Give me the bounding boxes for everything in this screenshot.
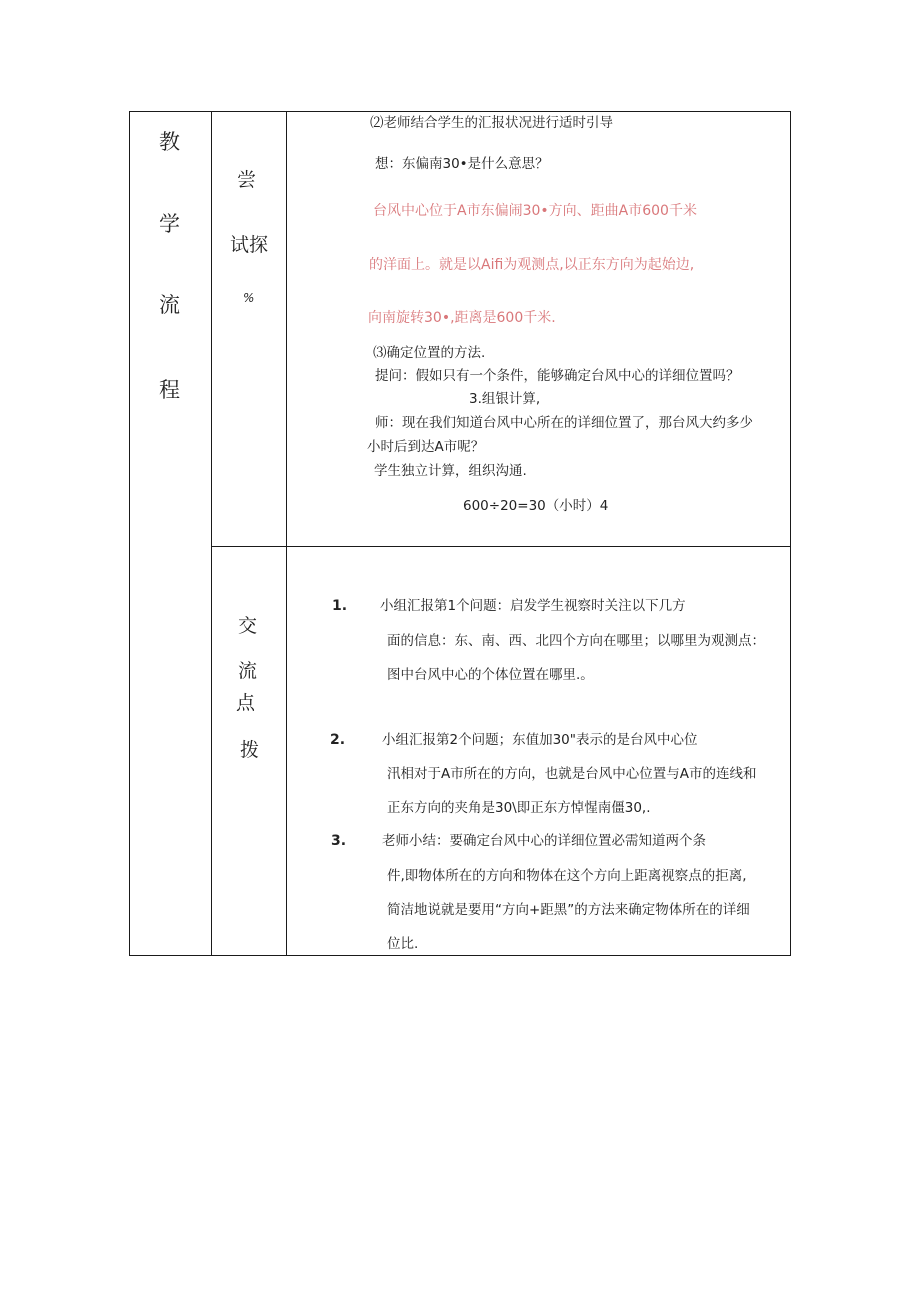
section-label-exchange-4: 拨 — [240, 739, 260, 761]
table-bottom-border — [129, 955, 791, 956]
item-2-number: 2. — [330, 732, 346, 748]
col2-divider — [286, 111, 287, 956]
upper-line-teacher-1: 师：现在我们知道台风中心所在的详细位置了，那台风大约多少 — [375, 415, 753, 431]
upper-line-calc: 3.组银计算, — [469, 391, 541, 407]
section-label-exchange-1: 交 — [238, 615, 258, 637]
col1-char-4: 程 — [159, 378, 180, 402]
item-2-line-3: 正东方向的夹角是30\即正东方悼惺南僵30,. — [387, 800, 651, 816]
item-3-line-1: 老师小结：要确定台风中心的详细位置必需知道两个条 — [382, 833, 706, 849]
section-label-try-2: 试探 — [230, 234, 269, 256]
upper-answer-line-1: 台风中心位于A市东偏闹30•方向、距曲A市600千米 — [373, 203, 697, 219]
col1-divider — [211, 111, 212, 956]
item-1-line-2: 面的信息：东、南、西、北四个方向在哪里；以哪里为观测点： — [387, 633, 765, 649]
section-label-exchange-2: 流 — [238, 660, 258, 682]
col1-char-3: 流 — [159, 293, 180, 317]
section-label-try-3: % — [243, 291, 255, 305]
upper-line-guide: ⑵老师结合学生的汇报状况进行适时引导 — [370, 115, 613, 131]
item-3-number: 3. — [331, 833, 347, 849]
upper-line-ask: 提问：假如只有一个条件，能够确定台风中心的详细位置吗？ — [375, 368, 740, 384]
upper-answer-line-2: 的洋面上。就是以Aifi为观测点,以正东方向为起始边, — [369, 257, 695, 273]
upper-line-teacher-2: 小时后到达A市呢？ — [367, 439, 485, 455]
item-1-line-1: 小组汇报第1个问题：启发学生视察时关注以下几方 — [380, 598, 686, 614]
section-label-try-1: 尝 — [237, 169, 257, 191]
item-3-line-3: 简洁地说就是要用“方向+距黑”的方法来确定物体所在的详细 — [387, 902, 750, 918]
table-left-border — [129, 111, 130, 956]
item-2-line-1: 小组汇报第2个问题；东值加30"表示的是台风中心位 — [382, 732, 698, 748]
upper-answer-line-3: 向南旋转30•,距离是600千米. — [368, 310, 556, 326]
item-2-line-2: 汛相对于A市所在的方向，也就是台风中心位置与A市的连线和 — [387, 766, 757, 782]
item-1-line-3: 图中台风中心的个体位置在哪里.。 — [387, 667, 594, 683]
col1-char-2: 学 — [159, 212, 180, 236]
upper-line-method: ⑶确定位置的方法. — [373, 345, 486, 361]
item-3-line-4: 位比. — [387, 936, 419, 952]
upper-line-equation: 600÷20=30（小时）4 — [463, 498, 609, 514]
section-label-exchange-3: 点 — [236, 692, 256, 714]
item-1-number: 1. — [332, 598, 348, 614]
item-3-line-2: 件,即物体所在的方向和物体在这个方向上距离视察点的拒离, — [387, 868, 747, 884]
upper-line-students: 学生独立计算，组织沟通. — [374, 463, 527, 479]
upper-line-question: 想：东偏南30•是什么意思？ — [375, 156, 549, 172]
col1-char-1: 教 — [159, 130, 180, 154]
row-divider — [211, 546, 791, 547]
table-right-border — [790, 111, 791, 956]
table-top-border — [129, 111, 791, 112]
